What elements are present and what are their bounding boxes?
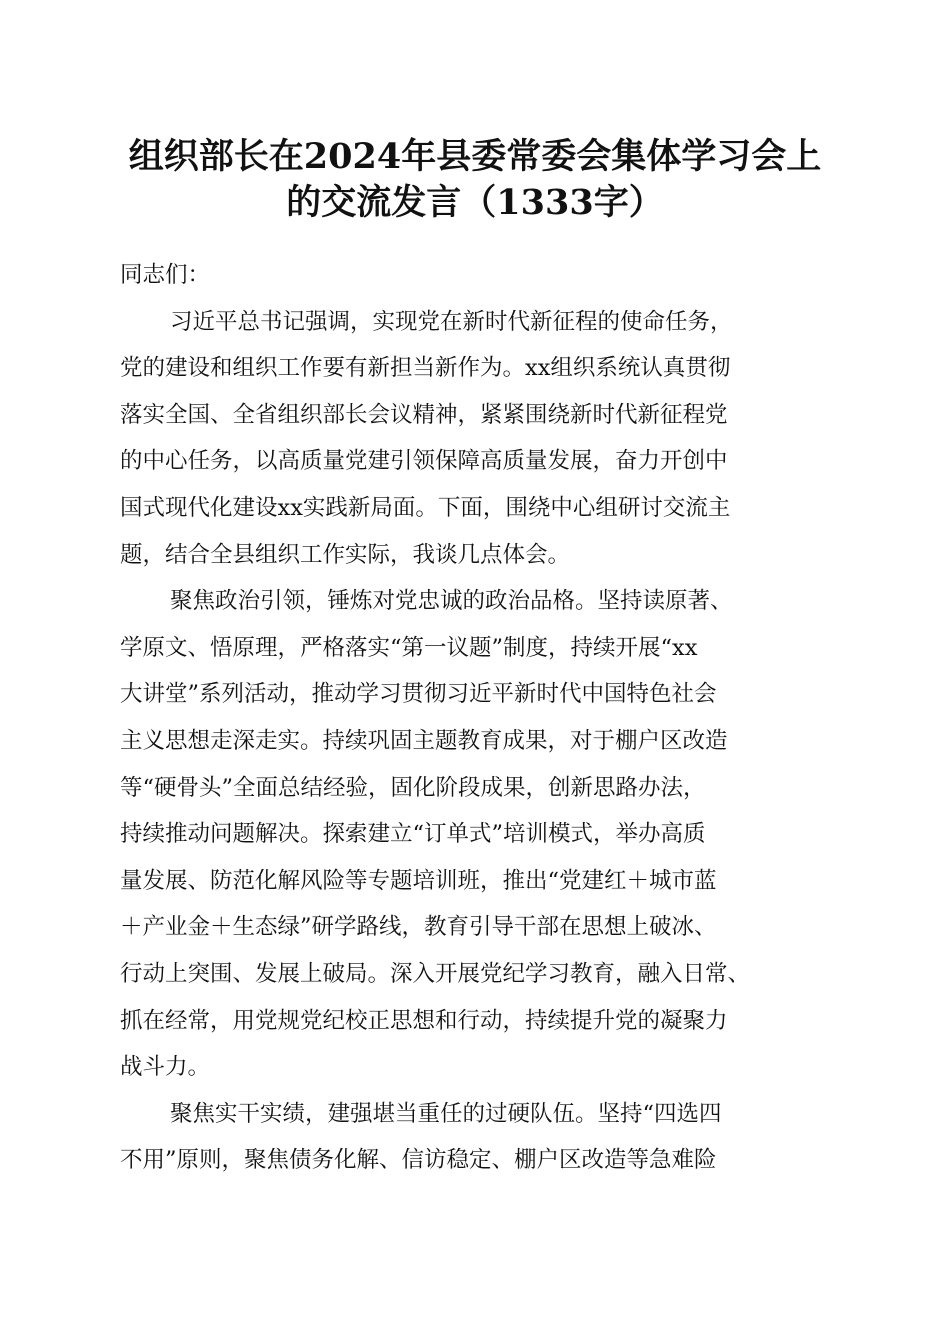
paragraph-line: 持续推动问题解决。探索建立“订单式”培训模式，举办高质 [120,821,706,848]
paragraph-line: 量发展、防范化解风险等专题培训班，推出“党建红＋城市蓝 [120,867,717,894]
paragraph-line: ＋产业金＋生态绿”研学路线，教育引导干部在思想上破冰、 [120,914,717,941]
paragraph-line: 聚焦实干实绩，建强堪当重任的过硬队伍。坚持“四选四 [170,1100,722,1127]
document-body [120,252,840,1184]
document-title [100,134,850,226]
title-line-1: 组织部长在2024年县委常委会集体学习会上 [128,136,822,177]
paragraph-3 [120,1091,840,1184]
paragraph-line: 等“硬骨头”全面总结经验，固化阶段成果，创新思路办法， [120,774,706,801]
paragraph-line: 大讲堂”系列活动，推动学习贯彻习近平新时代中国特色社会 [120,681,717,708]
paragraph-line: 抓在经常，用党规党纪校正思想和行动，持续提升党的凝聚力 [120,1007,728,1034]
paragraph-line: 习近平总书记强调，实现党在新时代新征程的使命任务， [170,308,733,335]
paragraph-line: 学原文、悟原理，严格落实“第一议题”制度，持续开展“xx [120,634,698,661]
paragraph-line: 的中心任务，以高质量党建引领保障高质量发展，奋力开创中 [120,448,728,475]
paragraph-line: 落实全国、全省组织部长会议精神，紧紧围绕新时代新征程党 [120,401,728,428]
paragraph-line: 国式现代化建设xx实践新局面。下面，围绕中心组研讨交流主 [120,494,731,521]
paragraph-1 [120,299,840,579]
paragraph-line: 战斗力。 [120,1054,211,1081]
paragraph-line: 党的建设和组织工作要有新担当新作为。xx组织系统认真贯彻 [120,355,731,382]
paragraph-line: 聚焦政治引领，锤炼对党忠诚的政治品格。坚持读原著、 [170,588,733,615]
title-line-2: 的交流发言（1333字） [286,182,664,223]
paragraph-line: 行动上突围、发展上破局。深入开展党纪学习教育，融入日常、 [120,960,751,987]
paragraph-line: 主义思想走深走实。持续巩固主题教育成果，对于棚户区改造 [120,727,728,754]
paragraph-2 [120,578,840,1091]
paragraph-line: 不用”原则，聚焦债务化解、信访稳定、棚户区改造等急难险 [120,1147,717,1174]
salutation: 同志们： [120,262,211,288]
paragraph-line: 题，结合全县组织工作实际，我谈几点体会。 [120,541,571,568]
